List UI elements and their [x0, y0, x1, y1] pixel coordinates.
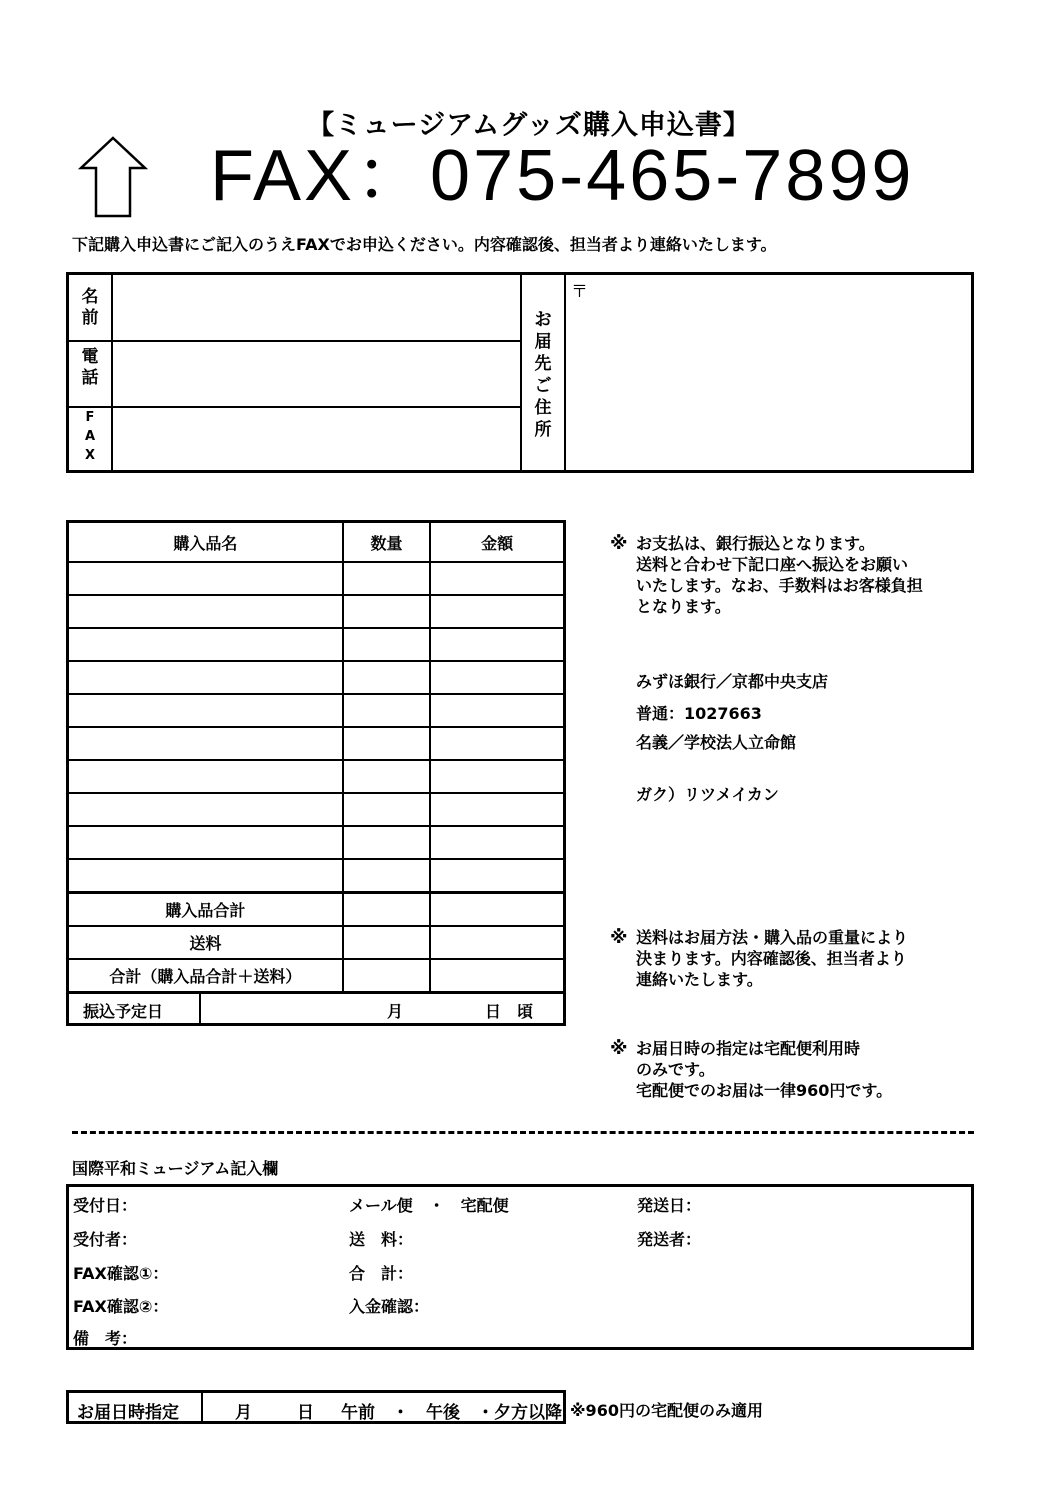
item-cell[interactable]	[68, 694, 343, 727]
payment-check-field[interactable]: 入金確認：	[349, 1297, 430, 1316]
delivery-note	[610, 1038, 990, 1104]
item-cell[interactable]	[68, 562, 343, 595]
payment-note-line: となります。	[636, 597, 731, 616]
total-field[interactable]: 合 計：	[349, 1264, 414, 1283]
col-item-header: 購入品名	[68, 522, 343, 563]
shipping-amount-cell[interactable]	[430, 926, 564, 959]
qty-cell[interactable]	[343, 562, 431, 595]
table-row	[68, 727, 565, 760]
receiver-field[interactable]: 受付者：	[73, 1230, 138, 1249]
qty-cell[interactable]	[343, 826, 431, 859]
remarks-field[interactable]: 備 考：	[73, 1329, 138, 1348]
shipping-note-line: 送料はお届方法・購入品の重量により	[636, 928, 909, 947]
customer-info-box	[66, 272, 974, 473]
amount-cell[interactable]	[430, 793, 564, 826]
delivery-time-options[interactable]: 午前 ・ 午後 ・夕方以降	[341, 1403, 562, 1423]
phone-label: 電 話	[81, 347, 99, 389]
transfer-date-label: 振込予定日	[83, 1002, 164, 1021]
fax-field[interactable]	[113, 408, 519, 470]
total-qty-cell[interactable]	[343, 959, 431, 993]
note-mark: ※	[610, 1038, 628, 1059]
cut-line	[72, 1131, 974, 1134]
table-row	[68, 694, 565, 727]
transfer-date-row[interactable]	[68, 993, 565, 1025]
fax-label: F A X	[84, 410, 96, 463]
museum-entry-box	[66, 1184, 974, 1350]
delivery-note-line: お届日時の指定は宅配便利用時	[636, 1039, 861, 1058]
mail-type-option[interactable]: メール便 ・ 宅配便	[349, 1196, 509, 1215]
delivery-day: 日	[297, 1403, 314, 1423]
note-mark: ※	[610, 927, 628, 948]
col-qty-header: 数量	[343, 522, 431, 563]
address-field[interactable]	[567, 275, 971, 470]
up-arrow-icon	[78, 135, 148, 219]
postage-field[interactable]: 送 料：	[349, 1230, 414, 1249]
account-holder: 名義／学校法人立命館	[636, 733, 797, 752]
item-cell[interactable]	[68, 661, 343, 694]
qty-cell[interactable]	[343, 760, 431, 793]
item-cell[interactable]	[68, 628, 343, 661]
postal-mark: 〒	[571, 282, 588, 302]
subtotal-label: 購入品合計	[68, 893, 343, 927]
form-title: 【ミュージアムグッズ購入申込書】	[307, 110, 751, 141]
amount-cell[interactable]	[430, 628, 564, 661]
shipping-label: 送料	[68, 926, 343, 959]
amount-cell[interactable]	[430, 727, 564, 760]
table-row	[68, 595, 565, 628]
shipper-field[interactable]: 発送者：	[637, 1230, 702, 1249]
account-holder-kana: ガク）リツメイカン	[636, 785, 779, 804]
table-row	[68, 628, 565, 661]
amount-cell[interactable]	[430, 661, 564, 694]
table-row	[68, 826, 565, 859]
qty-cell[interactable]	[343, 793, 431, 826]
payment-note-line: いたします。なお、手数料はお客様負担	[636, 576, 923, 595]
instruction-text: 下記購入申込書にご記入のうえFAXでお申込ください。内容確認後、担当者より連絡いたします。	[72, 235, 777, 254]
table-row	[68, 859, 565, 893]
delivery-note-line: 宅配便でのお届は一律960円です。	[636, 1081, 893, 1100]
bank-account: 普通：1027663	[636, 704, 762, 723]
payment-note	[610, 533, 990, 623]
shipping-note-line: 連絡いたします。	[636, 970, 763, 989]
item-cell[interactable]	[68, 859, 343, 893]
total-amount-cell[interactable]	[430, 959, 564, 993]
qty-cell[interactable]	[343, 727, 431, 760]
amount-cell[interactable]	[430, 826, 564, 859]
amount-cell[interactable]	[430, 694, 564, 727]
item-cell[interactable]	[68, 793, 343, 826]
fax-check1-field[interactable]: FAX確認①：	[73, 1264, 169, 1283]
col-amount-header: 金額	[430, 522, 564, 563]
shipping-note-line: 決まります。内容確認後、担当者より	[636, 949, 907, 968]
bank-name: みずほ銀行／京都中央支店	[636, 672, 829, 691]
note-mark: ※	[610, 533, 628, 554]
name-label: 名 前	[81, 287, 99, 329]
table-row	[68, 661, 565, 694]
item-cell[interactable]	[68, 727, 343, 760]
delivery-date-note: ※960円の宅配便のみ適用	[570, 1401, 763, 1420]
transfer-month: 月	[387, 1002, 404, 1021]
amount-cell[interactable]	[430, 562, 564, 595]
fax-check2-field[interactable]: FAX確認②：	[73, 1297, 169, 1316]
amount-cell[interactable]	[430, 760, 564, 793]
table-row	[68, 760, 565, 793]
payment-note-line: お支払は、銀行振込となります。	[636, 534, 875, 553]
qty-cell[interactable]	[343, 628, 431, 661]
delivery-date-label: お届日時指定	[77, 1403, 179, 1423]
shipping-qty-cell[interactable]	[343, 926, 431, 959]
subtotal-qty-cell[interactable]	[343, 893, 431, 927]
address-label: お 届 先 ご 住 所	[534, 310, 552, 441]
delivery-note-line: のみです。	[636, 1060, 715, 1079]
shipping-note	[610, 927, 990, 993]
delivery-date-box[interactable]	[66, 1390, 566, 1424]
amount-cell[interactable]	[430, 859, 564, 893]
item-cell[interactable]	[68, 760, 343, 793]
transfer-day: 日 頃	[485, 1002, 534, 1021]
qty-cell[interactable]	[343, 661, 431, 694]
order-table	[66, 520, 566, 1026]
qty-cell[interactable]	[343, 595, 431, 628]
ship-date-field[interactable]: 発送日：	[637, 1196, 702, 1215]
qty-cell[interactable]	[343, 859, 431, 893]
subtotal-amount-cell[interactable]	[430, 893, 564, 927]
received-date-field[interactable]: 受付日：	[73, 1196, 138, 1215]
item-cell[interactable]	[68, 595, 343, 628]
payment-note-line: 送料と合わせ下記口座へ振込をお願い	[636, 555, 909, 574]
phone-field[interactable]	[113, 342, 519, 405]
item-cell[interactable]	[68, 826, 343, 859]
amount-cell[interactable]	[430, 595, 564, 628]
table-row	[68, 793, 565, 826]
total-label: 合計（購入品合計＋送料）	[68, 959, 343, 993]
name-field[interactable]	[113, 275, 519, 339]
delivery-month: 月	[235, 1403, 252, 1423]
museum-section-title: 国際平和ミュージアム記入欄	[72, 1159, 279, 1178]
qty-cell[interactable]	[343, 694, 431, 727]
table-row	[68, 562, 565, 595]
fax-number: FAX：075-465-7899	[210, 136, 915, 216]
